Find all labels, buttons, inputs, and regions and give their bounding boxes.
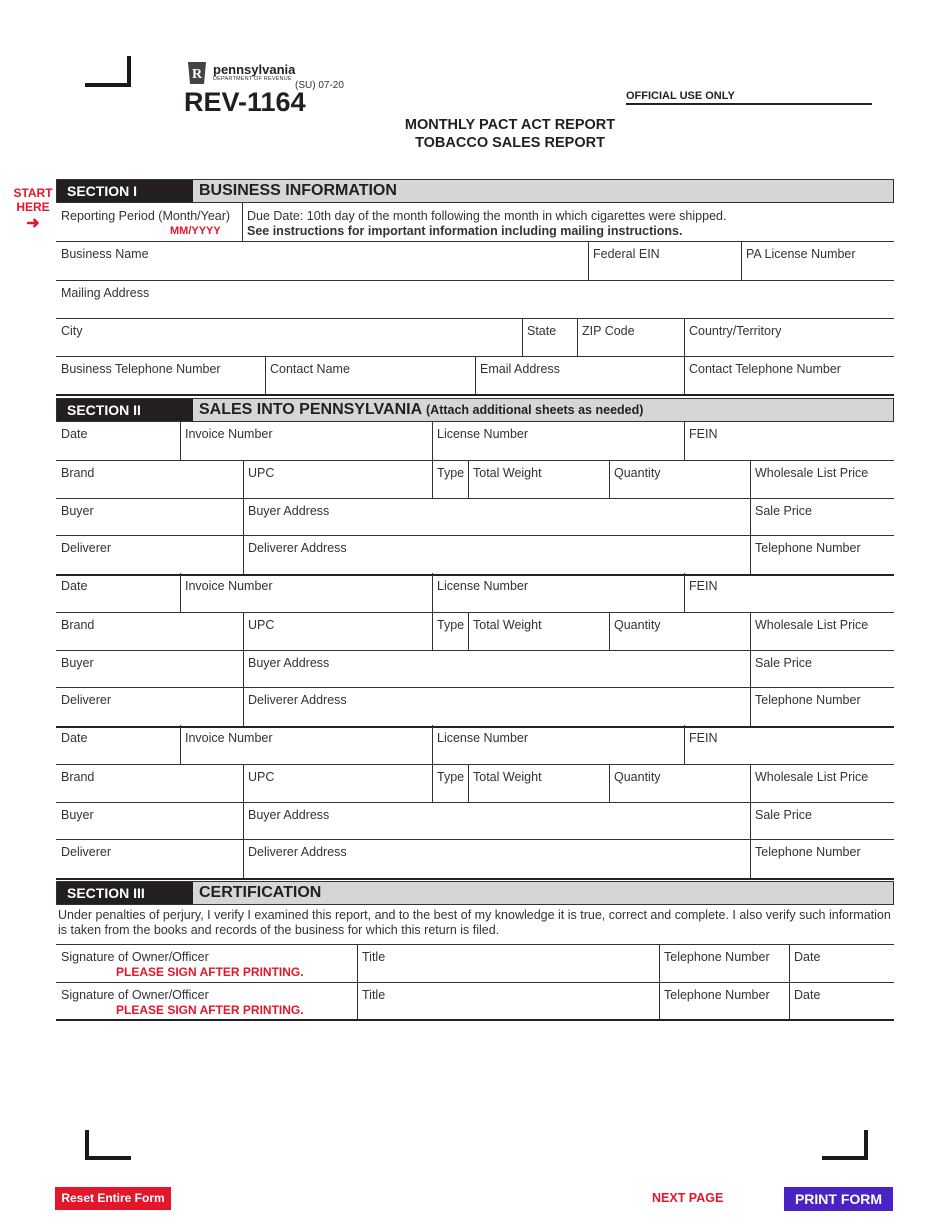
- invoice-number-field-label: Invoice Number: [185, 427, 273, 441]
- section2-title-text: SALES INTO PENNSYLVANIA: [199, 401, 422, 418]
- brand-field[interactable]: [56, 460, 243, 498]
- fein-field-label: FEIN: [689, 427, 718, 441]
- business-name-label: Business Name: [61, 247, 149, 261]
- quantity-field[interactable]: [609, 764, 750, 802]
- type-field-label: Type: [437, 466, 465, 480]
- deliverer-phone-field-label: Telephone Number: [755, 845, 861, 859]
- signature-date-label: Date: [794, 950, 821, 964]
- federal-ein-label: Federal EIN: [593, 247, 660, 261]
- buyer-address-field-label: Buyer Address: [248, 808, 330, 822]
- certification-statement: Under penalties of perjury, I verify I examined this report, and to the best of my knowledge it is true, correct and complete. I also verify such information is taken from the books and records of the business for which this return is filed.: [58, 908, 891, 937]
- wholesale-price-field-label: Wholesale List Price: [755, 618, 869, 632]
- deliverer-phone-field[interactable]: [750, 535, 894, 574]
- buyer-field[interactable]: [56, 498, 243, 535]
- crop-mark-bottom-right: [822, 1130, 868, 1160]
- invoice-number-field-label: Invoice Number: [185, 731, 273, 745]
- section-end-line: [56, 394, 894, 396]
- deliverer-address-field-label: Deliverer Address: [248, 541, 347, 555]
- form-title-line1: MONTHLY PACT ACT REPORT: [404, 117, 616, 133]
- deliverer-field[interactable]: [56, 687, 243, 726]
- deliverer-address-field[interactable]: [243, 535, 750, 574]
- deliverer-phone-field-label: Telephone Number: [755, 693, 861, 707]
- contact-name-label: Contact Name: [270, 362, 350, 376]
- buyer-address-field[interactable]: [243, 802, 750, 839]
- license-number-field[interactable]: [432, 421, 684, 460]
- mailing-address-field[interactable]: [56, 280, 894, 318]
- signature-date-label: Date: [794, 988, 821, 1002]
- signature-label: Signature of Owner/Officer: [61, 988, 209, 1002]
- sale-price-field[interactable]: [750, 650, 894, 687]
- sale-price-field-label: Sale Price: [755, 808, 812, 822]
- fein-field[interactable]: [684, 725, 894, 764]
- official-use-label: OFFICIAL USE ONLY: [626, 90, 735, 102]
- wholesale-price-field[interactable]: [750, 764, 894, 802]
- brand-field[interactable]: [56, 612, 243, 650]
- crop-mark-bottom-left: [85, 1130, 131, 1160]
- reporting-period-label: Reporting Period (Month/Year): [61, 209, 231, 223]
- business-phone-field[interactable]: [56, 356, 265, 394]
- deliverer-field[interactable]: [56, 839, 243, 878]
- section1-number: SECTION I: [57, 180, 193, 202]
- section3-title: CERTIFICATION: [199, 884, 322, 901]
- quantity-field-label: Quantity: [614, 618, 661, 632]
- sale-price-field-label: Sale Price: [755, 656, 812, 670]
- official-use-line: [626, 103, 872, 105]
- deliverer-address-field[interactable]: [243, 839, 750, 878]
- buyer-address-field-label: Buyer Address: [248, 656, 330, 670]
- section2-number: SECTION II: [57, 399, 193, 421]
- total-weight-field-label: Total Weight: [473, 466, 542, 480]
- sale-price-field[interactable]: [750, 802, 894, 839]
- upc-field[interactable]: [243, 764, 432, 802]
- brand-field-label: Brand: [61, 618, 95, 632]
- signature-field[interactable]: [56, 982, 357, 1020]
- sale-date-field-label: Date: [61, 579, 88, 593]
- license-number-field-label: License Number: [437, 579, 529, 593]
- reporting-period-field[interactable]: [56, 203, 242, 241]
- upc-field-label: UPC: [248, 618, 275, 632]
- deliverer-phone-field[interactable]: [750, 839, 894, 878]
- signer-phone-field[interactable]: [659, 982, 789, 1020]
- deliverer-field-label: Deliverer: [61, 693, 112, 707]
- buyer-address-field-label: Buyer Address: [248, 504, 330, 518]
- arrow-right-icon: ➜: [26, 215, 40, 232]
- sale-date-field[interactable]: [56, 421, 180, 460]
- deliverer-address-field-label: Deliverer Address: [248, 845, 347, 859]
- deliverer-address-field-label: Deliverer Address: [248, 693, 347, 707]
- section2-subtitle: (Attach additional sheets as needed): [426, 403, 644, 417]
- invoice-number-field-label: Invoice Number: [185, 579, 273, 593]
- deliverer-field-label: Deliverer: [61, 845, 112, 859]
- department-name: DEPARTMENT OF REVENUE: [213, 76, 292, 82]
- deliverer-field-label: Deliverer: [61, 541, 112, 555]
- title-label: Title: [362, 988, 386, 1002]
- type-field-label: Type: [437, 618, 465, 632]
- section2-title: [199, 399, 643, 421]
- deliverer-address-field[interactable]: [243, 687, 750, 726]
- license-number-field-label: License Number: [437, 427, 529, 441]
- buyer-field[interactable]: [56, 650, 243, 687]
- buyer-address-field[interactable]: [243, 498, 750, 535]
- deliverer-phone-field-label: Telephone Number: [755, 541, 861, 555]
- section2-header: [56, 398, 894, 422]
- buyer-field[interactable]: [56, 802, 243, 839]
- type-field-label: Type: [437, 770, 465, 784]
- upc-field-label: UPC: [248, 466, 275, 480]
- contact-phone-label: Contact Telephone Number: [689, 362, 841, 376]
- fein-field-label: FEIN: [689, 579, 718, 593]
- form-number: REV-1164: [184, 87, 306, 117]
- federal-ein-field[interactable]: [588, 241, 741, 280]
- quantity-field[interactable]: [609, 612, 750, 650]
- license-number-field[interactable]: [432, 573, 684, 612]
- invoice-number-field[interactable]: [180, 421, 432, 460]
- upc-field[interactable]: [243, 460, 432, 498]
- sale-price-field[interactable]: [750, 498, 894, 535]
- pa-keystone-logo: [186, 60, 208, 86]
- country-label: Country/Territory: [689, 324, 782, 338]
- section3-number: SECTION III: [57, 882, 193, 904]
- start-here-label: [10, 186, 56, 231]
- pa-license-field[interactable]: [741, 241, 894, 280]
- wholesale-price-field-label: Wholesale List Price: [755, 466, 869, 480]
- signature-date-field[interactable]: [789, 982, 894, 1020]
- country-field[interactable]: [684, 318, 894, 356]
- email-label: Email Address: [480, 362, 560, 376]
- revision-code: (SU) 07-20: [295, 80, 344, 91]
- invoice-number-field[interactable]: [180, 725, 432, 764]
- buyer-field-label: Buyer: [61, 808, 94, 822]
- deliverer-field[interactable]: [56, 535, 243, 574]
- state-name: pennsylvania: [213, 62, 296, 77]
- fein-field-label: FEIN: [689, 731, 718, 745]
- total-weight-field[interactable]: [468, 460, 609, 498]
- sign-after-printing-note: PLEASE SIGN AFTER PRINTING.: [116, 1003, 304, 1017]
- row-line: [56, 878, 894, 880]
- wholesale-price-field[interactable]: [750, 612, 894, 650]
- total-weight-field-label: Total Weight: [473, 618, 542, 632]
- brand-field[interactable]: [56, 764, 243, 802]
- license-number-field[interactable]: [432, 725, 684, 764]
- signer-phone-field[interactable]: [659, 944, 789, 982]
- email-field[interactable]: [475, 356, 684, 394]
- wholesale-price-field-label: Wholesale List Price: [755, 770, 869, 784]
- title-field[interactable]: [357, 982, 659, 1020]
- sale-date-field[interactable]: [56, 725, 180, 764]
- signature-field[interactable]: [56, 944, 357, 982]
- mailing-address-label: Mailing Address: [61, 286, 150, 300]
- pa-license-label: PA License Number: [746, 247, 856, 261]
- buyer-field-label: Buyer: [61, 656, 94, 670]
- next-page-button[interactable]: NEXT PAGE: [652, 1191, 724, 1205]
- type-field[interactable]: [432, 764, 468, 802]
- upc-field-label: UPC: [248, 770, 275, 784]
- total-weight-field-label: Total Weight: [473, 770, 542, 784]
- quantity-field-label: Quantity: [614, 466, 661, 480]
- quantity-field-label: Quantity: [614, 770, 661, 784]
- crop-mark-top-left: [85, 56, 131, 87]
- license-number-field-label: License Number: [437, 731, 529, 745]
- reset-form-button[interactable]: Reset Entire Form: [55, 1187, 171, 1210]
- svg-text:R: R: [191, 67, 203, 82]
- fein-field[interactable]: [684, 573, 894, 612]
- business-phone-label: Business Telephone Number: [61, 362, 221, 376]
- sale-date-field-label: Date: [61, 427, 88, 441]
- city-field[interactable]: [56, 318, 522, 356]
- total-weight-field[interactable]: [468, 764, 609, 802]
- contact-name-field[interactable]: [265, 356, 475, 394]
- due-date-info: [242, 203, 894, 241]
- fein-field[interactable]: [684, 421, 894, 460]
- zip-field[interactable]: [577, 318, 684, 356]
- city-label: City: [61, 324, 83, 338]
- sale-price-field-label: Sale Price: [755, 504, 812, 518]
- print-form-button[interactable]: PRINT FORM: [784, 1187, 893, 1211]
- invoice-number-field[interactable]: [180, 573, 432, 612]
- title-field[interactable]: [357, 944, 659, 982]
- sale-date-field-label: Date: [61, 731, 88, 745]
- signature-date-field[interactable]: [789, 944, 894, 982]
- type-field[interactable]: [432, 460, 468, 498]
- upc-field[interactable]: [243, 612, 432, 650]
- due-date-text: Due Date: 10th day of the month following the month in which cigarettes were shipped.: [247, 209, 727, 223]
- signer-phone-label: Telephone Number: [664, 988, 770, 1002]
- start-text: START: [13, 186, 53, 200]
- buyer-address-field[interactable]: [243, 650, 750, 687]
- sign-after-printing-note: PLEASE SIGN AFTER PRINTING.: [116, 965, 304, 979]
- sale-date-field[interactable]: [56, 573, 180, 612]
- title-label: Title: [362, 950, 386, 964]
- instructions-text: See instructions for important information including mailing instructions.: [247, 224, 683, 238]
- deliverer-phone-field[interactable]: [750, 687, 894, 726]
- section1-header: [56, 179, 894, 203]
- section3-header: [56, 881, 894, 905]
- signature-label: Signature of Owner/Officer: [61, 950, 209, 964]
- contact-phone-field[interactable]: [684, 356, 894, 394]
- type-field[interactable]: [432, 612, 468, 650]
- row-line: [56, 1019, 894, 1021]
- signer-phone-label: Telephone Number: [664, 950, 770, 964]
- wholesale-price-field[interactable]: [750, 460, 894, 498]
- state-field[interactable]: [522, 318, 577, 356]
- quantity-field[interactable]: [609, 460, 750, 498]
- form-title-line2: TOBACCO SALES REPORT: [415, 135, 605, 151]
- buyer-field-label: Buyer: [61, 504, 94, 518]
- state-label: State: [527, 324, 557, 338]
- brand-field-label: Brand: [61, 770, 95, 784]
- brand-field-label: Brand: [61, 466, 95, 480]
- total-weight-field[interactable]: [468, 612, 609, 650]
- here-text: HERE: [16, 200, 50, 214]
- section1-title: BUSINESS INFORMATION: [199, 182, 397, 199]
- business-name-field[interactable]: [56, 241, 588, 280]
- reporting-period-placeholder: MM/YYYY: [170, 225, 221, 237]
- zip-label: ZIP Code: [582, 324, 635, 338]
